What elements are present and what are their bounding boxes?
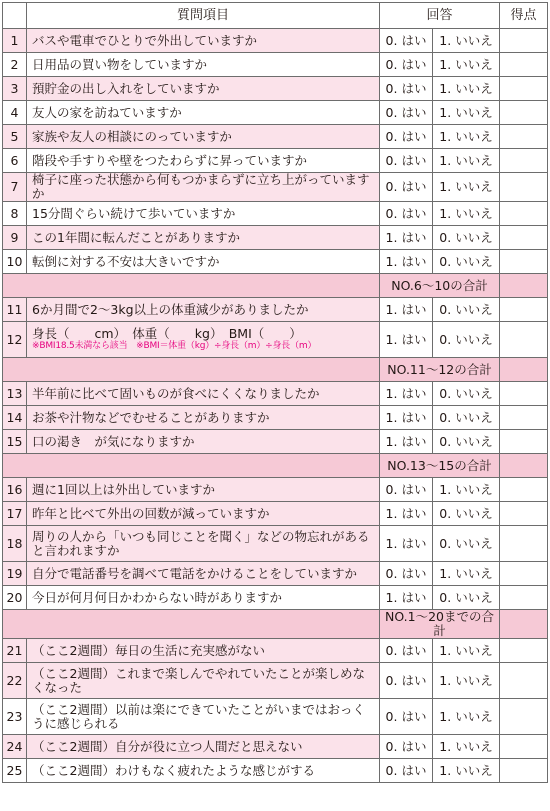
answer-option-a[interactable]: 0. はい [380, 149, 433, 173]
answer-option-b[interactable]: 1. いいえ [433, 149, 500, 173]
answer-option-a[interactable]: 1. はい [380, 322, 433, 358]
subtotal-row [3, 358, 548, 382]
question-row [3, 173, 548, 202]
question-text: （ここ2週間）以前は楽にできていたことがいまではおっくうに感じられる [27, 699, 380, 735]
question-text: 周りの人から「いつも同じことを聞く」などの物忘れがあると言われますか [27, 526, 380, 562]
answer-option-b[interactable]: 0. いいえ [433, 406, 500, 430]
answer-option-b[interactable]: 1. いいえ [433, 562, 500, 586]
score-cell[interactable] [500, 502, 548, 526]
score-cell[interactable] [500, 430, 548, 454]
subtotal-spacer [3, 274, 380, 298]
score-cell[interactable] [500, 298, 548, 322]
answer-option-a[interactable]: 0. はい [380, 478, 433, 502]
answer-option-a[interactable]: 1. はい [380, 586, 433, 610]
score-cell[interactable] [500, 526, 548, 562]
answer-option-a[interactable]: 0. はい [380, 173, 433, 202]
question-text: この1年間に転んだことがありますか [27, 226, 380, 250]
question-text: 椅子に座った状態から何もつかまらずに立ち上がっていますか [27, 173, 380, 202]
question-row [3, 406, 548, 430]
question-number: 22 [3, 663, 27, 699]
answer-option-a[interactable]: 1. はい [380, 382, 433, 406]
question-row [3, 77, 548, 101]
question-row [3, 149, 548, 173]
question-row [3, 125, 548, 149]
question-number: 23 [3, 699, 27, 735]
answer-option-b[interactable]: 1. いいえ [433, 29, 500, 53]
subtotal-spacer [3, 454, 380, 478]
score-cell[interactable] [500, 735, 548, 759]
score-cell[interactable] [500, 226, 548, 250]
answer-option-a[interactable]: 0. はい [380, 759, 433, 783]
question-row [3, 29, 548, 53]
score-cell[interactable] [500, 663, 548, 699]
question-text: 15分間ぐらい続けて歩いていますか [27, 202, 380, 226]
score-cell[interactable] [500, 149, 548, 173]
subtotal-score-cell[interactable] [500, 358, 548, 382]
question-number: 2 [3, 53, 27, 77]
question-text: バスや電車でひとりで外出していますか [27, 29, 380, 53]
question-row [3, 478, 548, 502]
question-row [3, 250, 548, 274]
question-number: 4 [3, 101, 27, 125]
answer-option-b[interactable]: 1. いいえ [433, 759, 500, 783]
answer-option-b[interactable]: 0. いいえ [433, 322, 500, 358]
question-number: 18 [3, 526, 27, 562]
score-cell[interactable] [500, 586, 548, 610]
answer-option-a[interactable]: 1. はい [380, 430, 433, 454]
question-number: 5 [3, 125, 27, 149]
answer-option-b[interactable]: 1. いいえ [433, 101, 500, 125]
subtotal-row [3, 610, 548, 639]
answer-option-a[interactable]: 1. はい [380, 502, 433, 526]
header-answer: 回答 [380, 3, 500, 29]
checklist-table [2, 2, 548, 783]
answer-option-a[interactable]: 1. はい [380, 406, 433, 430]
question-number: 9 [3, 226, 27, 250]
subtotal-row [3, 274, 548, 298]
score-cell[interactable] [500, 125, 548, 149]
question-row [3, 226, 548, 250]
question-number: 6 [3, 149, 27, 173]
score-cell[interactable] [500, 406, 548, 430]
question-number: 7 [3, 173, 27, 202]
question-text: 階段や手すりや壁をつたわらずに昇っていますか [27, 149, 380, 173]
answer-option-b[interactable]: 1. いいえ [433, 478, 500, 502]
score-cell[interactable] [500, 29, 548, 53]
subtotal-spacer [3, 610, 380, 639]
score-cell[interactable] [500, 322, 548, 358]
answer-option-b[interactable]: 1. いいえ [433, 77, 500, 101]
subtotal-label: NO.11～12の合計 [380, 358, 500, 382]
question-number: 11 [3, 298, 27, 322]
question-row [3, 298, 548, 322]
answer-option-b[interactable]: 1. いいえ [433, 202, 500, 226]
answer-option-b[interactable]: 1. いいえ [433, 735, 500, 759]
question-text: （ここ2週間）毎日の生活に充実感がない [27, 639, 380, 663]
question-row [3, 735, 548, 759]
answer-option-a[interactable]: 0. はい [380, 101, 433, 125]
question-row [3, 202, 548, 226]
score-cell[interactable] [500, 639, 548, 663]
question-text: 口の渇き が気になりますか [27, 430, 380, 454]
answer-option-b[interactable]: 0. いいえ [433, 526, 500, 562]
question-text: 今日が何月何日かわからない時がありますか [27, 586, 380, 610]
answer-option-a[interactable]: 0. はい [380, 699, 433, 735]
subtotal-label: NO.13～15の合計 [380, 454, 500, 478]
question-text: （ここ2週間）これまで楽しんでやれていたことが楽しめなくなった [27, 663, 380, 699]
question-row [3, 639, 548, 663]
score-cell[interactable] [500, 173, 548, 202]
answer-option-b[interactable]: 0. いいえ [433, 502, 500, 526]
answer-option-b[interactable]: 0. いいえ [433, 382, 500, 406]
answer-option-a[interactable]: 1. はい [380, 526, 433, 562]
answer-option-b[interactable]: 0. いいえ [433, 586, 500, 610]
answer-option-a[interactable]: 0. はい [380, 202, 433, 226]
score-cell[interactable] [500, 101, 548, 125]
question-text: （ここ2週間）自分が役に立つ人間だと思えない [27, 735, 380, 759]
score-cell[interactable] [500, 202, 548, 226]
score-cell[interactable] [500, 53, 548, 77]
answer-option-a[interactable]: 0. はい [380, 125, 433, 149]
question-number: 21 [3, 639, 27, 663]
answer-option-a[interactable]: 0. はい [380, 562, 433, 586]
answer-option-b[interactable]: 0. いいえ [433, 298, 500, 322]
score-cell[interactable] [500, 250, 548, 274]
question-number: 10 [3, 250, 27, 274]
question-row [3, 502, 548, 526]
answer-option-a[interactable]: 0. はい [380, 29, 433, 53]
question-text: 身長（ cm） 体重（ kg） BMI（ ） [32, 326, 302, 341]
question-cell [27, 322, 380, 358]
question-number: 1 [3, 29, 27, 53]
score-cell[interactable] [500, 478, 548, 502]
question-text: 自分で電話番号を調べて電話をかけることをしていますか [27, 562, 380, 586]
question-text: 預貯金の出し入れをしていますか [27, 77, 380, 101]
answer-option-b[interactable]: 0. いいえ [433, 250, 500, 274]
question-number: 3 [3, 77, 27, 101]
bmi-note: ※BMI18.5未満なら該当 ※BMI＝体重（kg）÷身長（m）÷身長（m） [32, 341, 317, 351]
question-row [3, 382, 548, 406]
question-number: 15 [3, 430, 27, 454]
answer-option-b[interactable]: 1. いいえ [433, 699, 500, 735]
subtotal-score-cell[interactable] [500, 454, 548, 478]
answer-option-a[interactable]: 0. はい [380, 77, 433, 101]
answer-option-a[interactable]: 0. はい [380, 735, 433, 759]
score-cell[interactable] [500, 759, 548, 783]
question-number: 16 [3, 478, 27, 502]
answer-option-a[interactable]: 1. はい [380, 250, 433, 274]
question-row [3, 699, 548, 735]
header-blank [3, 3, 27, 29]
header-row [3, 3, 548, 29]
subtotal-spacer [3, 358, 380, 382]
score-cell[interactable] [500, 699, 548, 735]
question-text: お茶や汁物などでむせることがありますか [27, 406, 380, 430]
question-number: 14 [3, 406, 27, 430]
question-text: （ここ2週間）わけもなく疲れたような感じがする [27, 759, 380, 783]
question-row [3, 430, 548, 454]
question-row [3, 586, 548, 610]
score-cell[interactable] [500, 77, 548, 101]
answer-option-a[interactable]: 1. はい [380, 226, 433, 250]
subtotal-label: NO.1～20までの合計 [380, 610, 500, 639]
question-number: 19 [3, 562, 27, 586]
answer-option-a[interactable]: 0. はい [380, 53, 433, 77]
question-row [3, 663, 548, 699]
question-text: 家族や友人の相談にのっていますか [27, 125, 380, 149]
header-question: 質問項目 [27, 3, 380, 29]
header-score: 得点 [500, 3, 548, 29]
answer-option-a[interactable]: 0. はい [380, 639, 433, 663]
question-number: 17 [3, 502, 27, 526]
question-text: 転倒に対する不安は大きいですか [27, 250, 380, 274]
question-row [3, 322, 548, 358]
question-number: 24 [3, 735, 27, 759]
score-cell[interactable] [500, 562, 548, 586]
question-number: 25 [3, 759, 27, 783]
question-text: 友人の家を訪ねていますか [27, 101, 380, 125]
question-number: 8 [3, 202, 27, 226]
question-text: 半年前に比べて固いものが食べにくくなりましたか [27, 382, 380, 406]
answer-option-b[interactable]: 0. いいえ [433, 226, 500, 250]
subtotal-row [3, 454, 548, 478]
subtotal-score-cell[interactable] [500, 610, 548, 639]
question-row [3, 53, 548, 77]
question-row [3, 562, 548, 586]
question-text: 日用品の買い物をしていますか [27, 53, 380, 77]
subtotal-label: NO.6～10の合計 [380, 274, 500, 298]
question-number: 13 [3, 382, 27, 406]
question-row [3, 526, 548, 562]
question-text: 6か月間で2～3kg以上の体重減少がありましたか [27, 298, 380, 322]
question-text: 週に1回以上は外出していますか [27, 478, 380, 502]
question-text: 昨年と比べて外出の回数が減っていますか [27, 502, 380, 526]
question-row [3, 101, 548, 125]
answer-option-a[interactable]: 1. はい [380, 298, 433, 322]
answer-option-b[interactable]: 1. いいえ [433, 639, 500, 663]
answer-option-b[interactable]: 0. いいえ [433, 430, 500, 454]
answer-option-b[interactable]: 1. いいえ [433, 663, 500, 699]
score-cell[interactable] [500, 382, 548, 406]
answer-option-b[interactable]: 1. いいえ [433, 173, 500, 202]
question-number: 20 [3, 586, 27, 610]
question-row [3, 759, 548, 783]
subtotal-score-cell[interactable] [500, 274, 548, 298]
question-number: 12 [3, 322, 27, 358]
answer-option-b[interactable]: 1. いいえ [433, 125, 500, 149]
answer-option-b[interactable]: 1. いいえ [433, 53, 500, 77]
answer-option-a[interactable]: 0. はい [380, 663, 433, 699]
